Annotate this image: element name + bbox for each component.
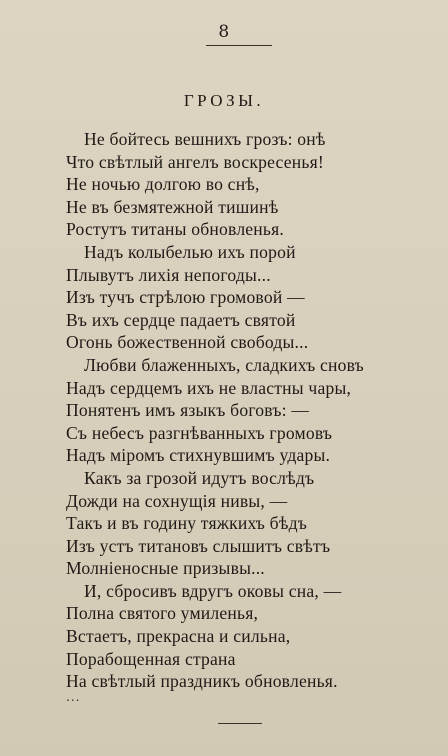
poem-line: Надъ міромъ стихнувшимъ удары. [66, 445, 331, 466]
poem-line: Съ небесъ разгнѣванныхъ громовъ [66, 422, 333, 443]
poem-line: Молніеносные призывы... [66, 558, 265, 579]
poem-line: Полна святого умиленья, [66, 603, 259, 624]
poem-line: Не въ безмятежной тишинѣ [66, 196, 279, 217]
poem-line: На свѣтлый праздникъ обновленья. [66, 671, 338, 692]
poem-line: Не ночью долгою во снѣ, [66, 174, 260, 195]
poem-line: Встаетъ, прекрасна и сильна, [66, 626, 291, 647]
page-number: 8 [218, 22, 230, 42]
poem-line: Любви блаженныхъ, сладкихъ сновъ [84, 354, 364, 375]
poem-line: Дожди на сохнущія нивы, — [66, 490, 288, 511]
poem-line: Такъ и въ годину тяжкихъ бѣдъ [66, 513, 308, 534]
poem-line: Какъ за грозой идутъ вослѣдъ [84, 467, 315, 488]
poem-line: Что свѣтлый ангелъ воскресенья! [66, 151, 324, 172]
poem-line: Ростутъ титаны обновленья. [66, 219, 285, 240]
poem-line: Плывутъ лихія непогоды... [66, 264, 271, 285]
poem-line: И, сбросивъ вдругъ оковы сна, — [84, 580, 342, 601]
ellipsis-mark: ... [66, 690, 81, 704]
poem-body [66, 128, 426, 693]
poem-line: Изъ тучъ стрѣлою громовой — [66, 287, 305, 308]
poem-line: Въ ихъ сердце падаетъ святой [66, 309, 296, 330]
poem-line: Надъ сердцемъ ихъ не властны чары, [66, 377, 352, 398]
poem-line: Порабощенная страна [66, 648, 236, 669]
poem-line: Понятенъ имъ языкъ боговъ: — [66, 400, 310, 421]
footer-rule [218, 723, 262, 724]
header-rule [206, 45, 272, 46]
poem-line: Не бойтесь вешнихъ грозъ: онѣ [84, 129, 326, 149]
poem-line: Изъ устъ титановъ слышитъ свѣтъ [66, 535, 331, 556]
poem-title: ГРОЗЫ. [183, 91, 265, 110]
poem-line: Надъ колыбелью ихъ порой [84, 241, 296, 262]
poem-line: Огонь божественной свободы... [66, 332, 309, 353]
